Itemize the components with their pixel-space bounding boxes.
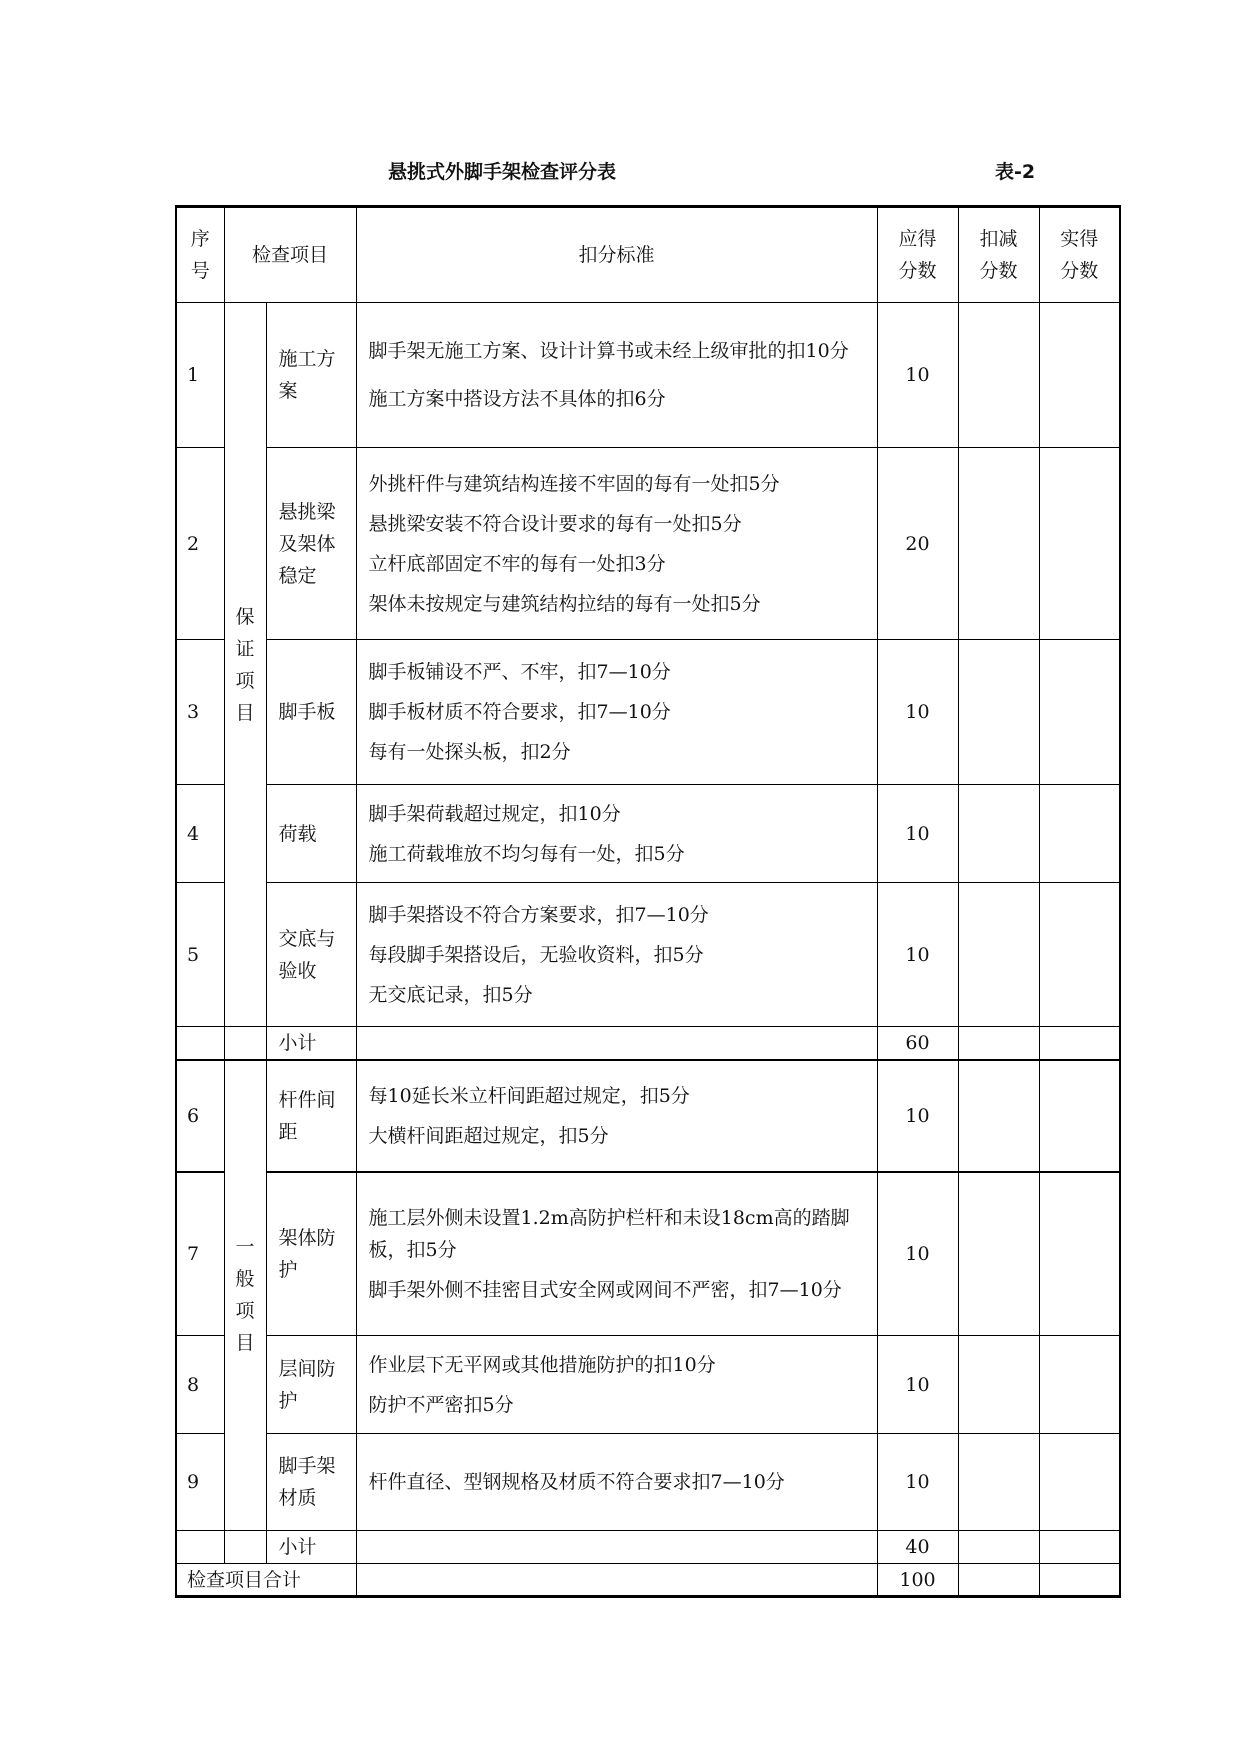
table-row [176, 1336, 1120, 1434]
row-item: 悬挑梁 及架体 稳定 [266, 448, 356, 640]
page-title: 悬挑式外脚手架检查评分表 [388, 161, 617, 183]
row-deduct[interactable] [958, 1336, 1039, 1434]
row-seq: 7 [176, 1172, 224, 1336]
category-general: 一 般 项 目 [224, 1060, 266, 1531]
total-deduct[interactable] [958, 1564, 1039, 1597]
subtotal-row-general [176, 1531, 1120, 1564]
row-criteria: 作业层下无平网或其他措施防护的扣10分 防护不严密扣5分 [356, 1336, 877, 1434]
subtotal-criteria-empty [356, 1027, 877, 1060]
total-actual[interactable] [1039, 1564, 1120, 1597]
row-seq: 4 [176, 785, 224, 883]
table-row [176, 448, 1120, 640]
row-criteria: 每10延长米立杆间距超过规定，扣5分 大横杆间距超过规定，扣5分 [356, 1060, 877, 1172]
row-score: 10 [877, 1060, 958, 1172]
row-seq: 6 [176, 1060, 224, 1172]
row-score: 10 [877, 1336, 958, 1434]
table-number: 表-2 [995, 161, 1036, 183]
row-seq: 2 [176, 448, 224, 640]
row-deduct[interactable] [958, 1172, 1039, 1336]
row-actual[interactable] [1039, 303, 1120, 448]
header-row [176, 207, 1120, 303]
row-seq: 8 [176, 1336, 224, 1434]
row-actual[interactable] [1039, 448, 1120, 640]
row-criteria: 脚手架搭设不符合方案要求，扣7—10分 每段脚手架搭设后，无验收资料，扣5分 无交底记录，扣5分 [356, 883, 877, 1027]
row-seq: 5 [176, 883, 224, 1027]
row-criteria: 脚手板铺设不严、不牢，扣7—10分 脚手板材质不符合要求，扣7—10分 每有一处探头板，扣2分 [356, 640, 877, 785]
row-deduct[interactable] [958, 1434, 1039, 1531]
row-deduct[interactable] [958, 303, 1039, 448]
row-deduct[interactable] [958, 640, 1039, 785]
total-score: 100 [877, 1564, 958, 1597]
row-score: 10 [877, 640, 958, 785]
row-deduct[interactable] [958, 448, 1039, 640]
subtotal-score: 40 [877, 1531, 958, 1564]
row-actual[interactable] [1039, 785, 1120, 883]
row-deduct[interactable] [958, 785, 1039, 883]
row-item: 施工方 案 [266, 303, 356, 448]
row-criteria: 外挑杆件与建筑结构连接不牢固的每有一处扣5分 悬挑梁安装不符合设计要求的每有一处扣5分 立杆底部固定不牢的每有一处扣3分 架体未按规定与建筑结构拉结的每有一处扣5分 [356, 448, 877, 640]
subtotal-actual[interactable] [1039, 1531, 1120, 1564]
row-score: 20 [877, 448, 958, 640]
table-row [176, 785, 1120, 883]
row-criteria: 脚手架无施工方案、设计计算书或未经上级审批的扣10分 施工方案中搭设方法不具体的扣6分 [356, 303, 877, 448]
scoring-table [175, 205, 1121, 1598]
subtotal-criteria-empty [356, 1531, 877, 1564]
table-row [176, 303, 1120, 448]
row-item: 脚手架 材质 [266, 1434, 356, 1531]
subtotal-cat-empty [224, 1027, 266, 1060]
row-criteria: 脚手架荷载超过规定，扣10分 施工荷载堆放不均匀每有一处，扣5分 [356, 785, 877, 883]
table-row [176, 1434, 1120, 1531]
row-score: 10 [877, 1172, 958, 1336]
row-actual[interactable] [1039, 1060, 1120, 1172]
row-actual[interactable] [1039, 640, 1120, 785]
row-item: 荷载 [266, 785, 356, 883]
row-actual[interactable] [1039, 1336, 1120, 1434]
row-score: 10 [877, 785, 958, 883]
row-score: 10 [877, 303, 958, 448]
subtotal-label: 小计 [266, 1531, 356, 1564]
row-deduct[interactable] [958, 1060, 1039, 1172]
header-criteria: 扣分标准 [356, 207, 877, 303]
total-criteria-empty [356, 1564, 877, 1597]
subtotal-row-guarantee [176, 1027, 1120, 1060]
row-score: 10 [877, 883, 958, 1027]
total-label: 检查项目合计 [176, 1564, 356, 1597]
table-row [176, 1060, 1120, 1172]
table-row [176, 883, 1120, 1027]
subtotal-cat-empty [224, 1531, 266, 1564]
row-item: 架体防 护 [266, 1172, 356, 1336]
category-guarantee: 保 证 项 目 [224, 303, 266, 1027]
subtotal-actual[interactable] [1039, 1027, 1120, 1060]
row-deduct[interactable] [958, 883, 1039, 1027]
table-row [176, 1172, 1120, 1336]
row-seq: 3 [176, 640, 224, 785]
total-row [176, 1564, 1120, 1597]
subtotal-seq-empty [176, 1027, 224, 1060]
row-criteria: 杆件直径、型钢规格及材质不符合要求扣7—10分 [356, 1434, 877, 1531]
row-actual[interactable] [1039, 1172, 1120, 1336]
subtotal-score: 60 [877, 1027, 958, 1060]
subtotal-deduct[interactable] [958, 1531, 1039, 1564]
row-item: 层间防 护 [266, 1336, 356, 1434]
row-criteria: 施工层外侧未设置1.2m高防护栏杆和未设18cm高的踏脚板，扣5分 脚手架外侧不挂密目式安全网或网间不严密，扣7—10分 [356, 1172, 877, 1336]
row-score: 10 [877, 1434, 958, 1531]
row-seq: 1 [176, 303, 224, 448]
row-item: 脚手板 [266, 640, 356, 785]
header-actual-score: 实得 分数 [1039, 207, 1120, 303]
row-item: 杆件间 距 [266, 1060, 356, 1172]
row-actual[interactable] [1039, 883, 1120, 1027]
subtotal-label: 小计 [266, 1027, 356, 1060]
header-deduct-score: 扣减 分数 [958, 207, 1039, 303]
table-row [176, 640, 1120, 785]
subtotal-deduct[interactable] [958, 1027, 1039, 1060]
header-item: 检查项目 [224, 207, 356, 303]
row-actual[interactable] [1039, 1434, 1120, 1531]
row-seq: 9 [176, 1434, 224, 1531]
header-seq: 序 号 [176, 207, 224, 303]
header-should-score: 应得 分数 [877, 207, 958, 303]
subtotal-seq-empty [176, 1531, 224, 1564]
row-item: 交底与 验收 [266, 883, 356, 1027]
